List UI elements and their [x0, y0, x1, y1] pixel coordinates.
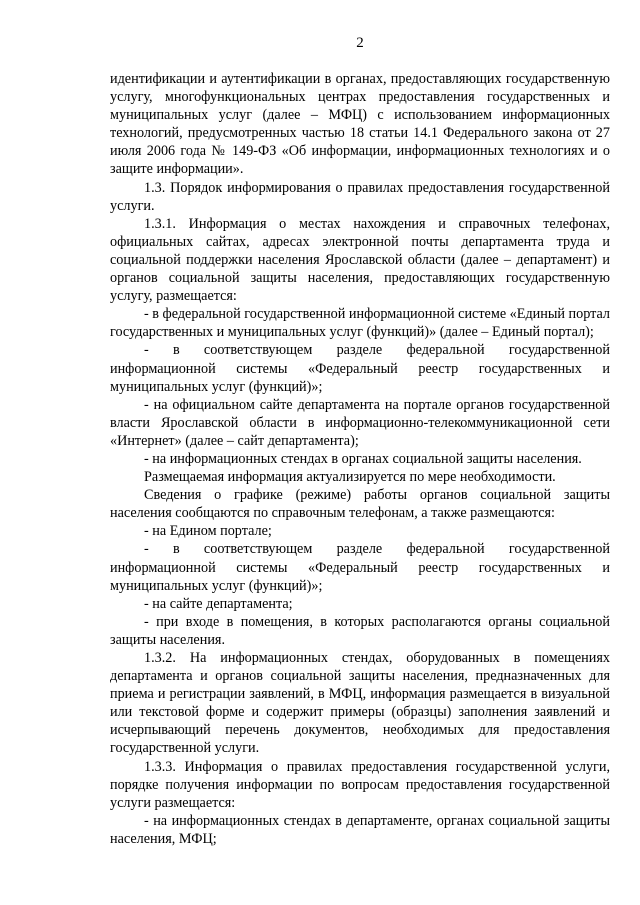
paragraph: идентификации и аутентификации в органах, предоставляющих государственную услугу, многофункциональных центрах предоставления государственных и муниципальных услуг (далее – МФЦ) с использованием информационных технологий, предусмотренных частью 18 статьи 14.1 Федерального закона от 27 июля 2006 года № 149-ФЗ «Об информации, информационных технологиях и о защите информации».: [110, 71, 610, 178]
paragraph: - при входе в помещения, в которых располагаются органы социальной защиты населения.: [110, 613, 610, 648]
paragraph: - в соответствующем разделе федеральной государственной информационной системы «Федеральный реестр государственных и муниципальных услуг (функций)»;: [110, 342, 610, 395]
paragraph: Сведения о графике (режиме) работы органов социальной защиты населения сообщаются по справочным телефонам, а также размещаются:: [110, 487, 610, 522]
paragraph: 1.3.1. Информация о местах нахождения и справочных телефонах, официальных сайтах, адресах электронной почты департамента труда и социальной поддержки населения Ярославской области (далее – департамент) и органов социальной защиты населения, предоставляющих государственную услугу, размещается:: [110, 215, 610, 305]
paragraph: - на сайте департамента;: [144, 595, 293, 612]
paragraph: Размещаемая информация актуализируется по мере необходимости.: [144, 469, 556, 486]
paragraph: - на информационных стендах в органах социальной защиты населения.: [144, 450, 582, 467]
document-body: [110, 70, 610, 848]
paragraph: 1.3. Порядок информирования о правилах предоставления государственной услуги.: [110, 179, 610, 214]
paragraph: - на Едином портале;: [144, 523, 272, 540]
paragraph: - на официальном сайте департамента на портале органов государственной власти Ярославской области в информационно-телекоммуникационной сети «Интернет» (далее – сайт департамента);: [110, 396, 610, 449]
page-number: 2: [356, 35, 364, 51]
paragraph: 1.3.3. Информация о правилах предоставления государственной услуги, порядке получения информации по вопросам предоставления государственной услуги размещается:: [110, 758, 610, 811]
paragraph: 1.3.2. На информационных стендах, оборудованных в помещениях департамента и органов социальной защиты населения, предназначенных для приема и регистрации заявлений, в МФЦ, информация размещается в визуальной или текстовой форме и содержит примеры (образцы) заполнения заявлений и исчерпывающий перечень документов, необходимых для предоставления государственной услуги.: [110, 650, 610, 757]
paragraph: - в федеральной государственной информационной системе «Единый портал государственных и муниципальных услуг (функций)» (далее – Единый портал);: [110, 306, 610, 341]
paragraph: - в соответствующем разделе федеральной государственной информационной системы «Федеральный реестр государственных и муниципальных услуг (функций)»;: [110, 541, 610, 594]
paragraph: - на информационных стендах в департаменте, органах социальной защиты населения, МФЦ;: [110, 812, 610, 847]
